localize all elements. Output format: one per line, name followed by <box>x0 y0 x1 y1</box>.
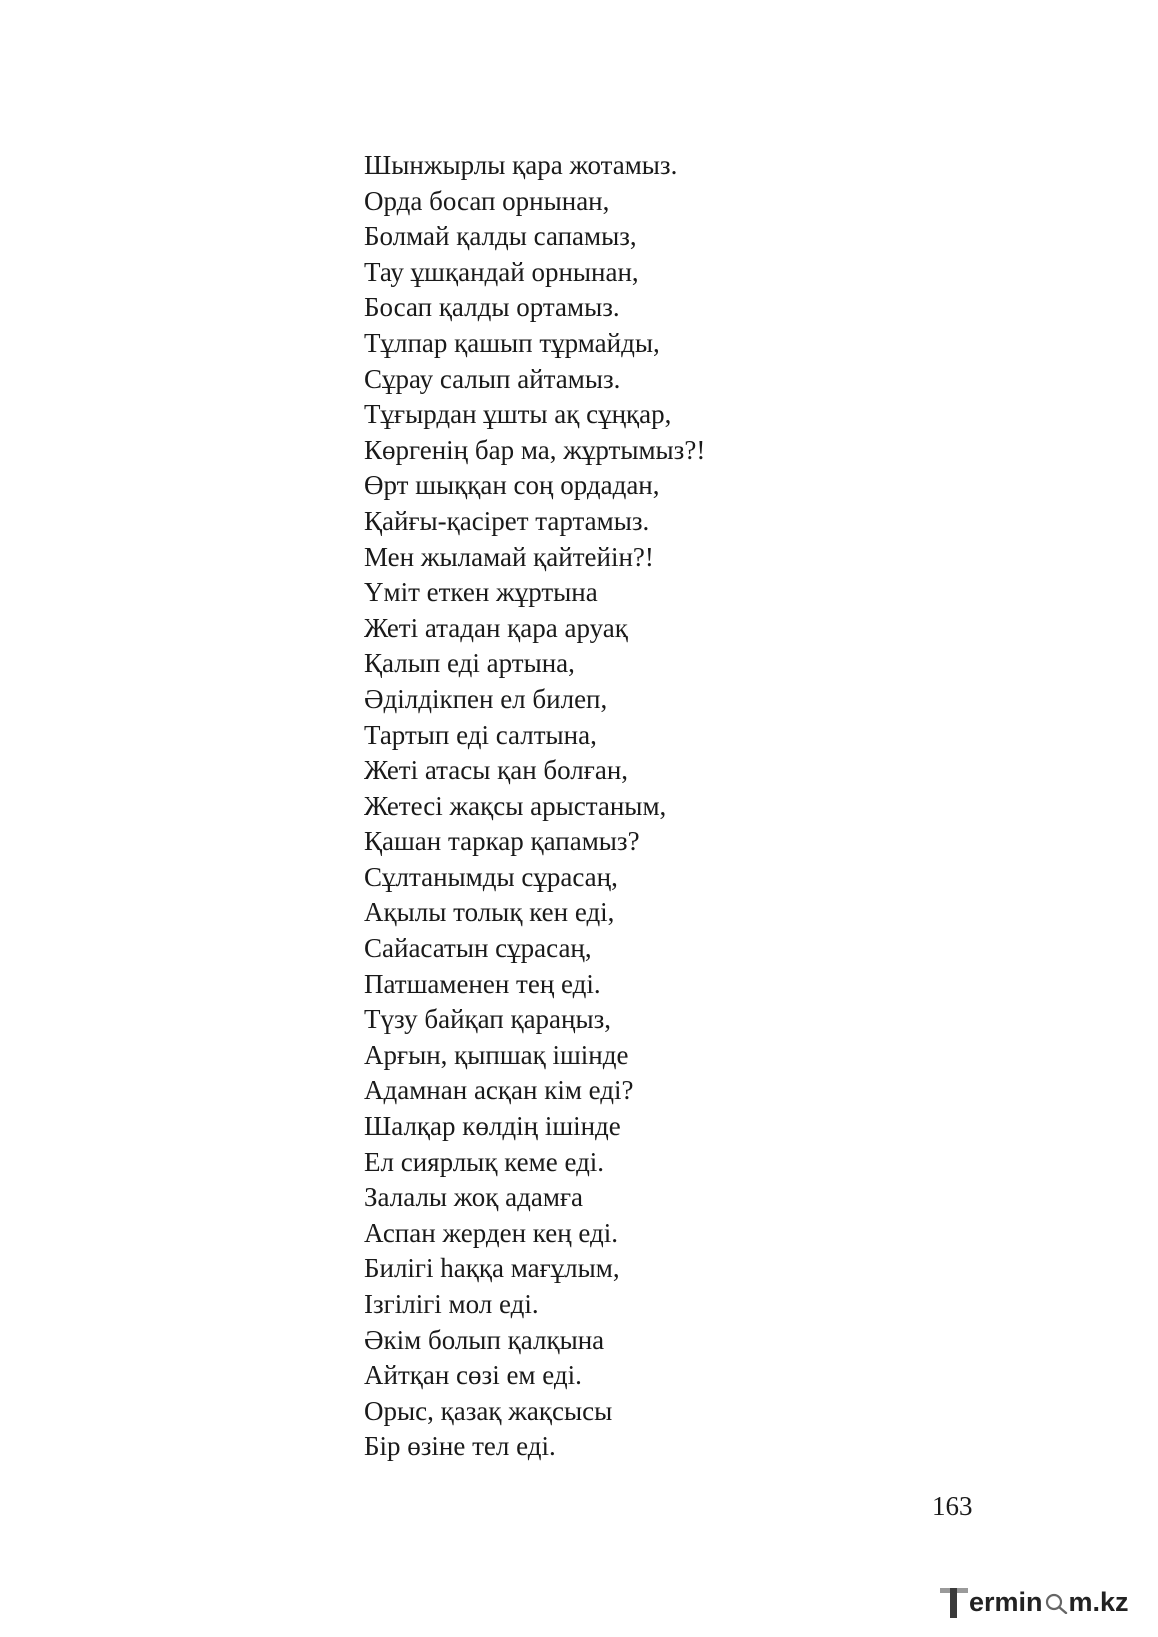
poem-line: Көргенің бар ма, жұртымыз?! <box>364 434 706 465</box>
watermark-text-part1: ermin <box>969 1586 1043 1617</box>
poem-line: Залалы жоқ адамға <box>364 1182 584 1213</box>
poem-line: Қашан таркар қапамыз? <box>364 826 640 857</box>
watermark-text-part2: m.kz <box>1068 1586 1129 1617</box>
poem-line: Түзу байқап қараңыз, <box>364 1004 612 1035</box>
poem-line: Адамнан асқан кім еді? <box>364 1075 634 1106</box>
poem-line: Үміт еткен жұртына <box>364 577 598 608</box>
poem-line: Аспан жерден кең еді. <box>364 1217 619 1248</box>
poem-line: Айтқан сөзі ем еді. <box>364 1360 582 1391</box>
poem-line: Шынжырлы қара жотамыз. <box>364 150 678 180</box>
poem-line: Тау ұшқандай орнынан, <box>364 256 639 287</box>
poem-line: Тұлпар қашып тұрмайды, <box>364 327 660 358</box>
poem-line: Арғын, қыпшақ ішінде <box>364 1039 629 1070</box>
magnifier-icon <box>1044 1590 1068 1614</box>
poem-line: Ел сиярлық кеме еді. <box>364 1146 605 1177</box>
poem-line: Орда босап орнынан, <box>364 185 610 216</box>
poem-line: Билігі һаққа мағұлым, <box>364 1253 620 1284</box>
poem-line: Сұлтанымды сұрасаң, <box>364 861 618 892</box>
poem-line: Ізгілігі мол еді. <box>364 1289 539 1319</box>
poem-line: Тартып еді салтына, <box>364 719 597 750</box>
poem-line: Орыс, қазақ жақсысы <box>364 1395 613 1426</box>
poem-line: Тұғырдан ұшты ақ сұңқар, <box>364 399 672 430</box>
poem-line: Өрт шыққан соң ордадан, <box>364 470 660 501</box>
poem-text <box>364 148 705 1465</box>
poem-line: Бір өзіне тел еді. <box>364 1431 556 1462</box>
poem-line: Жеті атасы қан болған, <box>364 755 629 786</box>
logo-t-letter <box>940 1584 968 1620</box>
poem-line: Әкім болып қалқына <box>364 1324 605 1355</box>
poem-line: Жетесі жақсы арыстаным, <box>364 790 667 821</box>
poem-line: Босап қалды ортамыз. <box>364 292 620 323</box>
poem-line: Шалқар көлдің ішінде <box>364 1111 621 1142</box>
poem-line: Сайасатын сұрасаң, <box>364 933 592 964</box>
poem-line: Қайғы-қасірет тартамыз. <box>364 505 650 536</box>
poem-line: Патшаменен тең еді. <box>364 968 601 999</box>
site-watermark-logo <box>940 1582 1129 1622</box>
poem-line: Ақылы толық кен еді, <box>364 897 615 928</box>
poem-line: Болмай қалды сапамыз, <box>364 221 637 252</box>
poem-line: Сұрау салып айтамыз. <box>364 363 621 394</box>
poem-line: Жеті атадан қара аруақ <box>364 612 628 643</box>
page-number: 163 <box>932 1491 973 1521</box>
poem-line: Мен жыламай қайтейін?! <box>364 541 654 572</box>
poem-line: Әділдікпен ел билеп, <box>364 683 608 714</box>
poem-line: Қалып еді артына, <box>364 648 575 679</box>
